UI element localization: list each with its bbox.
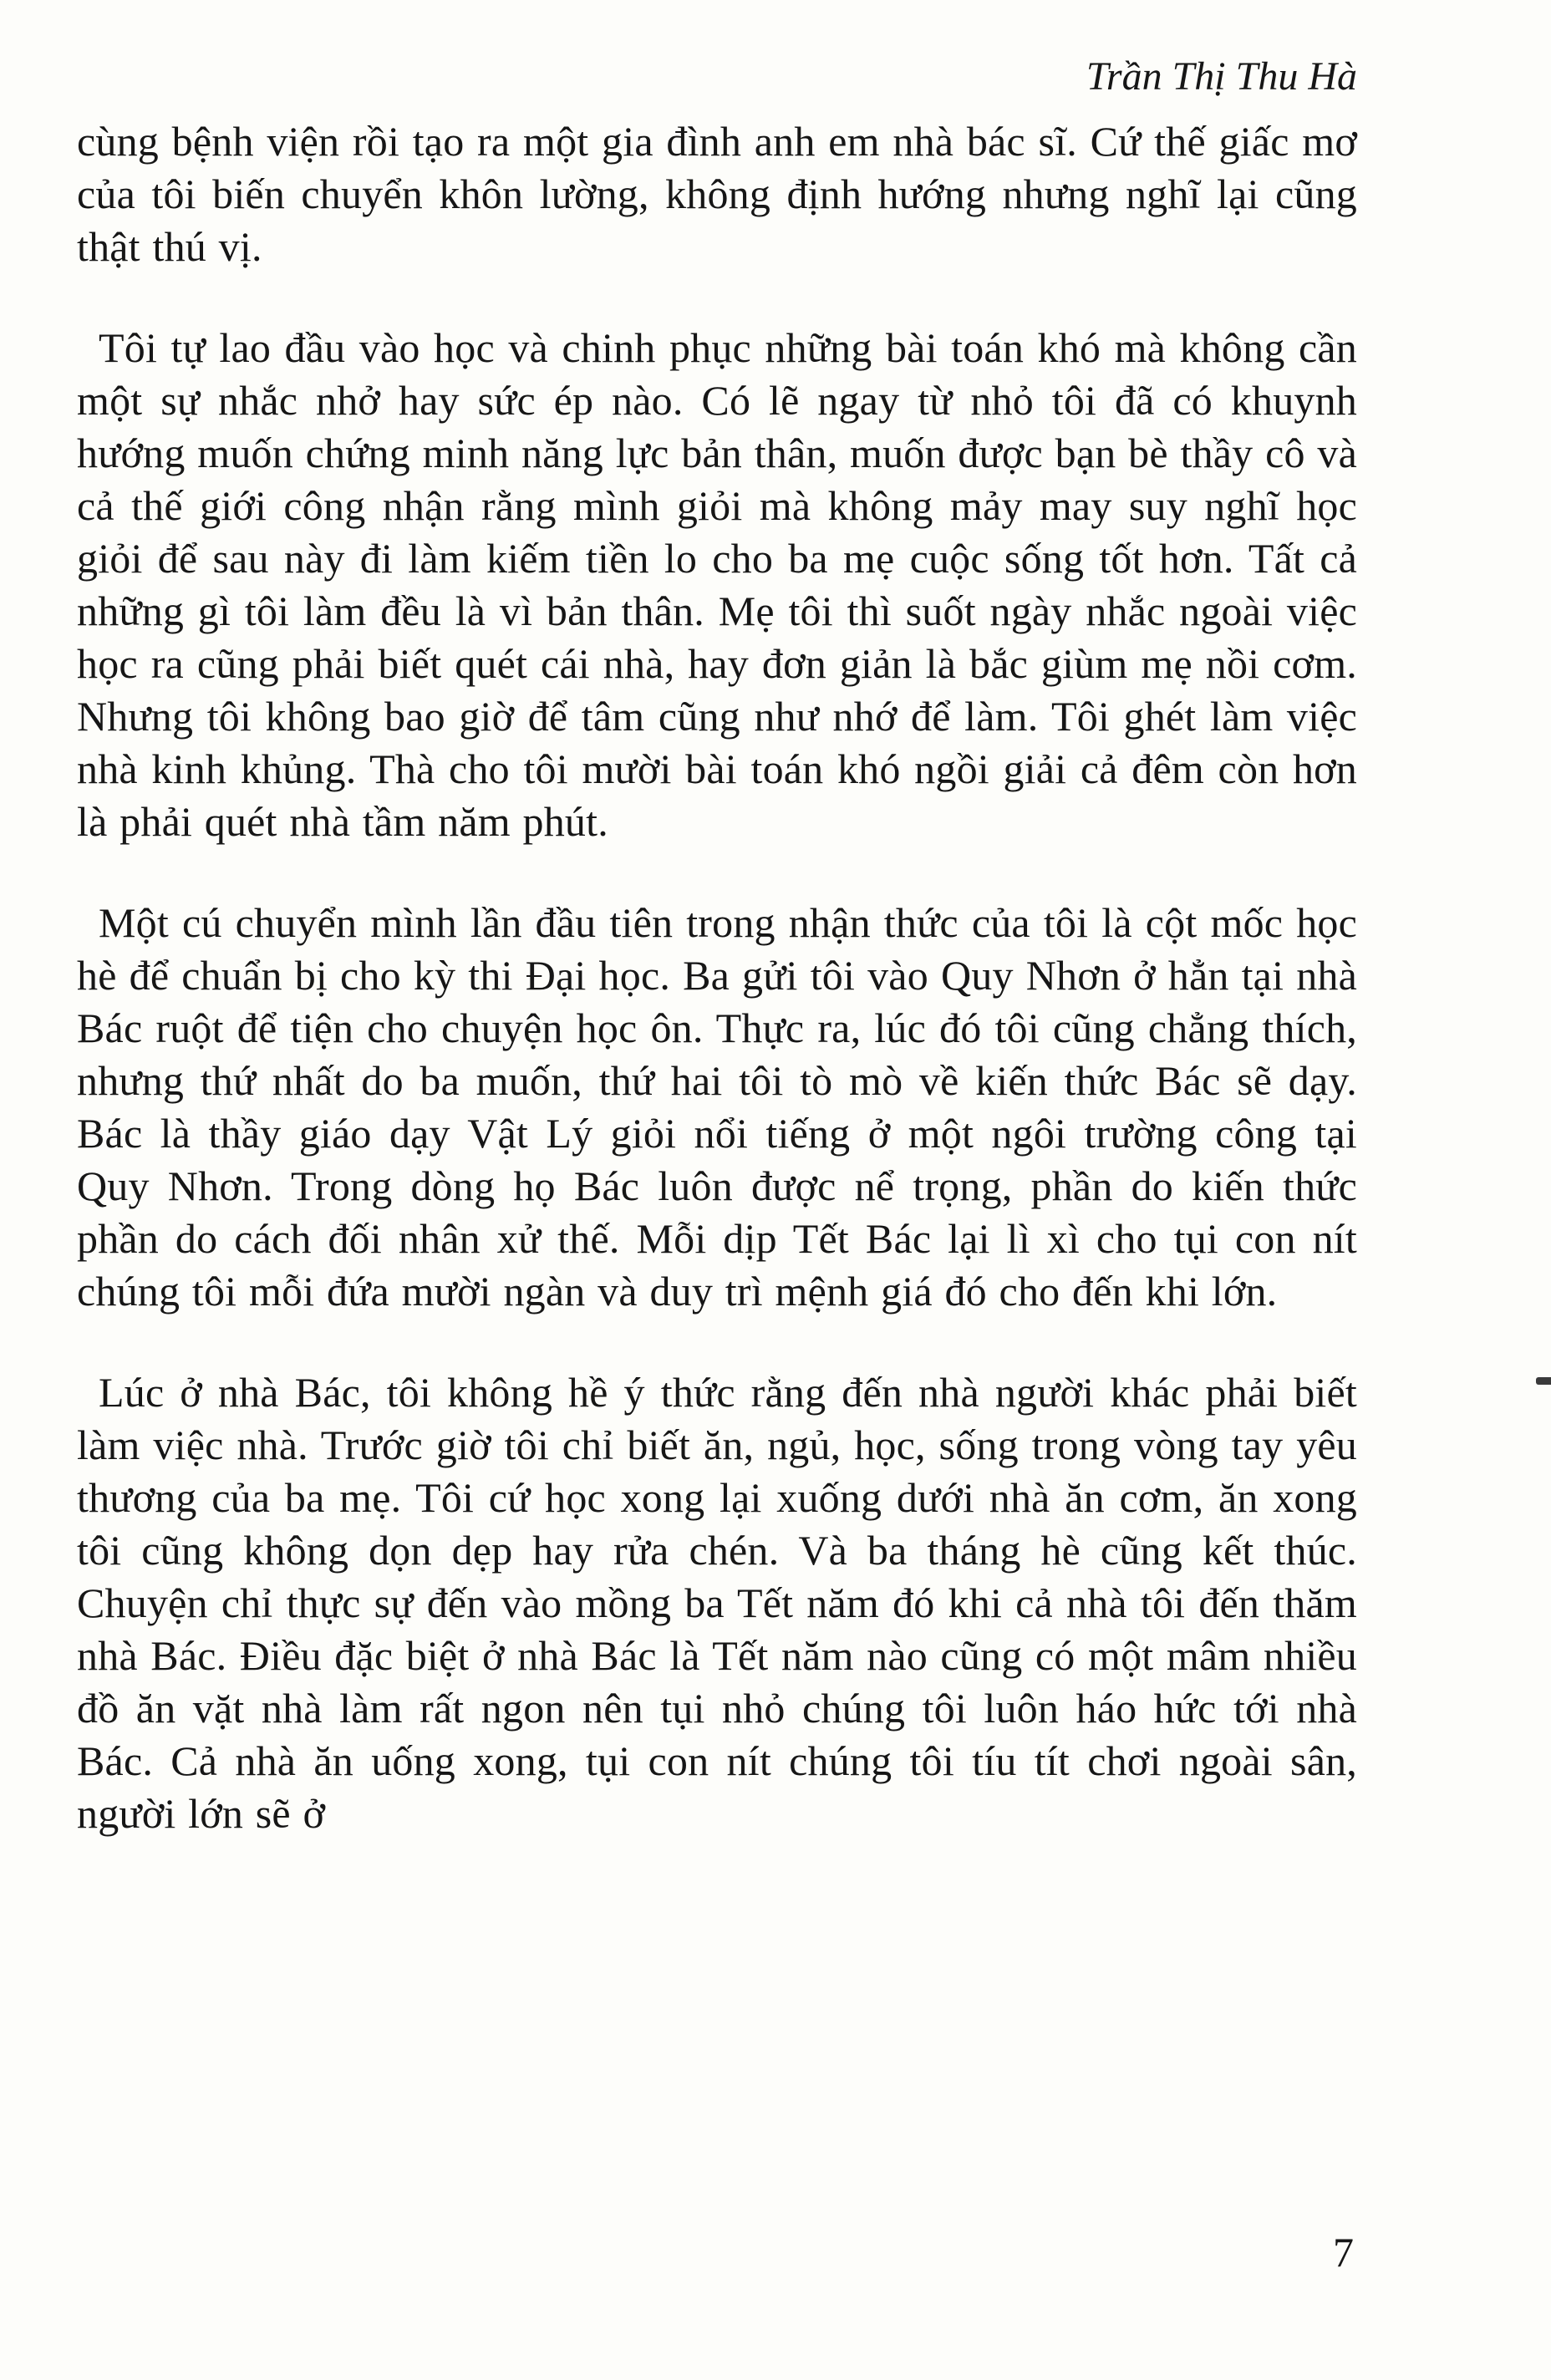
- paragraph: Một cú chuyển mình lần đầu tiên trong nhận thức của tôi là cột mốc học hè để chuẩn bị cho kỳ thi Đại học. Ba gửi tôi vào Quy Nhơn ở hẳn tại nhà Bác ruột để tiện cho chuyện học ôn. Thực ra, lúc đó tôi cũng chẳng thích, nhưng thứ nhất do ba muốn, thứ hai tôi tò mò về kiến thức Bác sẽ dạy. Bác là thầy giáo dạy Vật Lý giỏi nổi tiếng ở một ngôi trường công tại Quy Nhơn. Trong dòng họ Bác luôn được nể trọng, phần do kiến thức phần do cách đối nhân xử thế. Mỗi dịp Tết Bác lại lì xì cho tụi con nít chúng tôi mỗi đứa mười ngàn và duy trì mệnh giá đó cho đến khi lớn.: [77, 899, 1357, 1315]
- scan-edge-mark: [1536, 1377, 1551, 1385]
- paragraph: Tôi tự lao đầu vào học và chinh phục những bài toán khó mà không cần một sự nhắc nhở hay sức ép nào. Có lẽ ngay từ nhỏ tôi đã có khuynh hướng muốn chứng minh năng lực bản thân, muốn được bạn bè thầy cô và cả thế giới công nhận rằng mình giỏi mà không mảy may suy nghĩ học giỏi để sau này đi làm kiếm tiền lo cho ba mẹ cuộc sống tốt hơn. Tất cả những gì tôi làm đều là vì bản thân. Mẹ tôi thì suốt ngày nhắc ngoài việc học ra cũng phải biết quét cái nhà, hay đơn giản là bắc giùm mẹ nồi cơm. Nhưng tôi không bao giờ để tâm cũng như nhớ để làm. Tôi ghét làm việc nhà kinh khủng. Thà cho tôi mười bài toán khó ngồi giải cả đêm còn hơn là phải quét nhà tầm năm phút.: [77, 324, 1357, 845]
- paragraph: Lúc ở nhà Bác, tôi không hề ý thức rằng đến nhà người khác phải biết làm việc nhà. Trước giờ tôi chỉ biết ăn, ngủ, học, sống trong vòng tay yêu thương của ba mẹ. Tôi cứ học xong lại xuống dưới nhà ăn cơm, ăn xong tôi cũng không dọn dẹp hay rửa chén. Và ba tháng hè cũng kết thúc. Chuyện chỉ thực sự đến vào mồng ba Tết năm đó khi cả nhà tôi đến thăm nhà Bác. Điều đặc biệt ở nhà Bác là Tết năm nào cũng có một mâm nhiều đồ ăn vặt nhà làm rất ngon nên tụi nhỏ chúng tôi luôn háo hức tới nhà Bác. Cả nhà ăn uống xong, tụi con nít chúng tôi tíu tít chơi ngoài sân, người lớn sẽ ở: [77, 1369, 1357, 1837]
- text-block: [77, 52, 1357, 1840]
- page-number: 7: [1333, 2229, 1354, 2276]
- paragraph: cùng bệnh viện rồi tạo ra một gia đình anh em nhà bác sĩ. Cứ thế giấc mơ của tôi biến chuyển khôn lường, không định hướng nhưng nghĩ lại cũng thật thú vị.: [77, 118, 1357, 270]
- running-head: Trần Thị Thu Hà: [1086, 54, 1357, 99]
